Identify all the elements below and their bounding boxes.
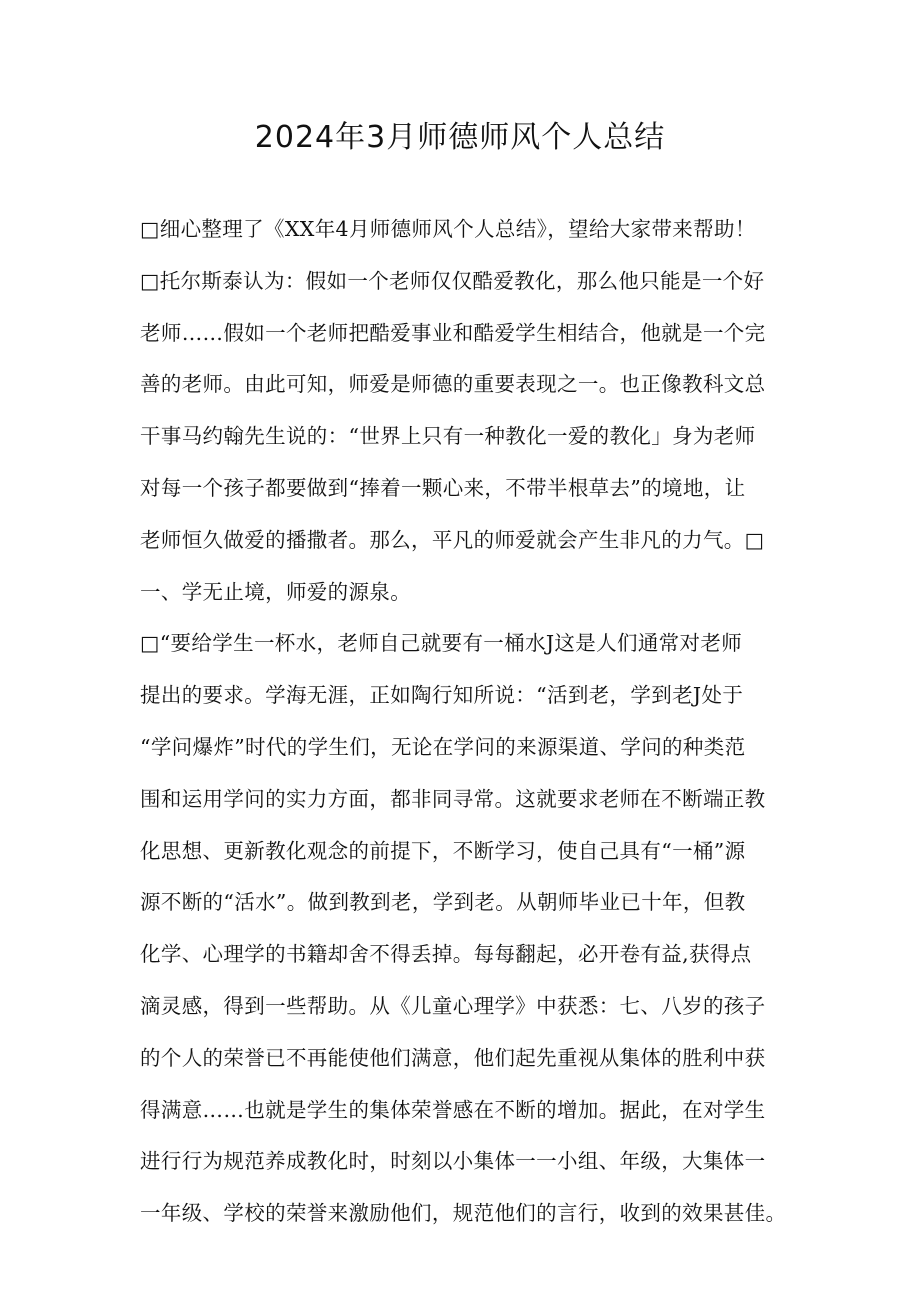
- text-line: 提出的要求。学海无涯，正如陶行知所说：“活到老，学到老J处于: [140, 683, 744, 708]
- text-line: 一年级、学校的荣誉来激励他们，规范他们的言行，收到的效果甚佳。: [140, 1201, 787, 1226]
- text-line: 进行行为规范养成教化时，时刻以小集体一一小组、年级，大集体一: [140, 1149, 766, 1174]
- text-line: □细心整理了《XX年4月师德师风个人总结》，望给大家带来帮助！: [140, 217, 756, 241]
- text-line: 老师恒久做爱的播撒者。那么，平凡的师爱就会产生非凡的力气。□: [140, 527, 765, 552]
- text-line: 一、学无止境，师爱的源泉。: [140, 579, 412, 604]
- text-line: 源不断的“活水”。做到教到老，学到老。从朝师毕业已十年，但教: [140, 890, 746, 915]
- text-line: 化学、心理学的书籍却舍不得丢掉。每每翻起，必开卷有益,获得点: [140, 942, 752, 967]
- document-body: [140, 204, 790, 1240]
- text-line: □托尔斯泰认为：假如一个老师仅仅酷爱教化，那么他只能是一个好: [140, 268, 765, 293]
- text-line: 滴灵感，得到一些帮助。从《儿童心理学》中获悉：七、八岁的孩子: [140, 993, 766, 1018]
- text-line: 围和运用学问的实力方面，都非同寻常。这就要求老师在不断端正教: [140, 786, 766, 811]
- text-line: 对每一个孩子都要做到“捧着一颗心来，不带半根草去”的境地，让: [140, 475, 746, 500]
- text-line: “学问爆炸”时代的学生们，无论在学问的来源渠道、学问的种类范: [140, 734, 746, 759]
- text-line: 化思想、更新教化观念的前提下，不断学习，使自己具有“一桶”源: [140, 838, 746, 863]
- text-line: □“要给学生一杯水，老师自己就要有一桶水J这是人们通常对老师: [140, 631, 743, 656]
- text-line: 善的老师。由此可知，师爱是师德的重要表现之一。也正像教科文总: [140, 372, 766, 397]
- text-line: 干事马约翰先生说的：“世界上只有一种教化一爱的教化」身为老师: [140, 424, 756, 449]
- document-title: 2024年3月师德师风个人总结: [254, 120, 666, 155]
- text-line: 得满意……也就是学生的集体荣誉感在不断的增加。据此，在对学生: [140, 1097, 766, 1122]
- text-line: 老师……假如一个老师把酷爱事业和酷爱学生相结合，他就是一个完: [140, 320, 766, 345]
- text-line: 的个人的荣誉已不再能使他们满意，他们起先重视从集体的胜利中获: [140, 1045, 766, 1070]
